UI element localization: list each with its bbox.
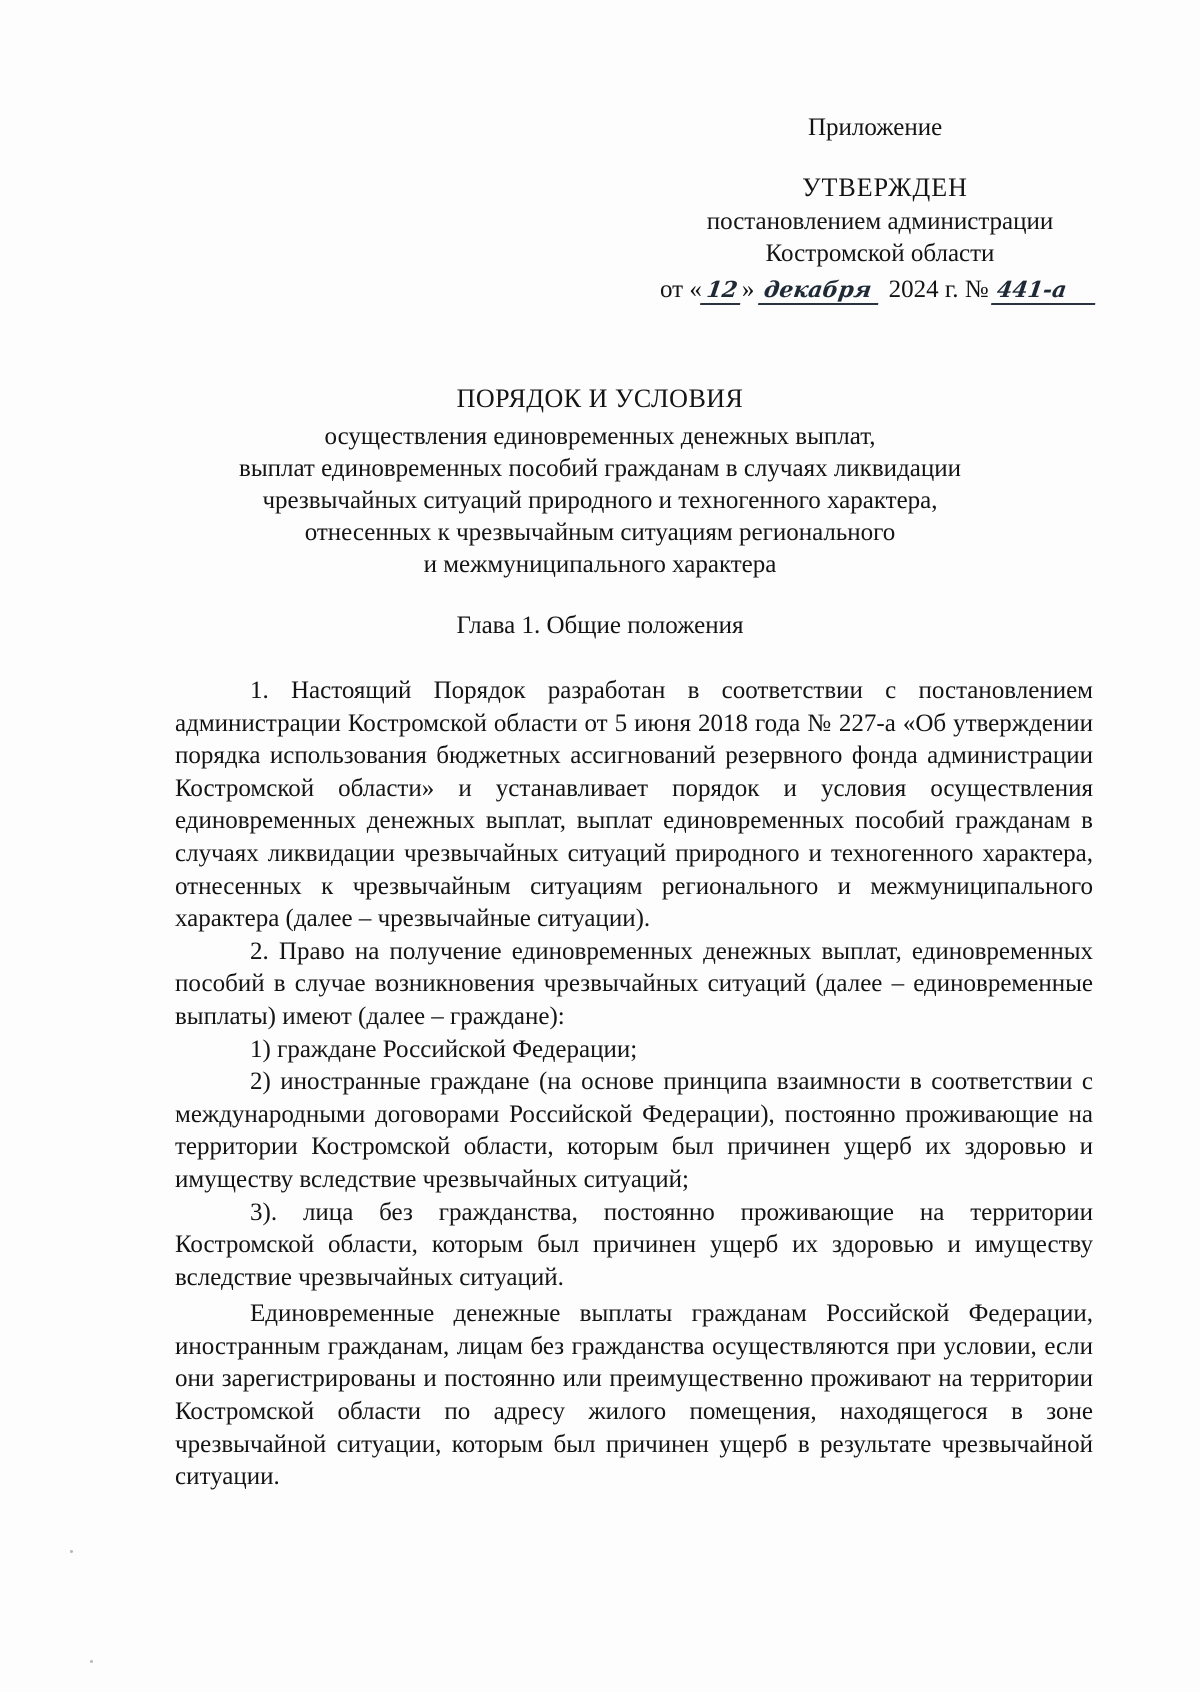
- appendix-label: Приложение: [808, 114, 943, 141]
- title-line-3: чрезвычайных ситуаций природного и техногенного характера,: [262, 487, 938, 514]
- title-line-1: осуществления единовременных денежных выплат,: [324, 423, 876, 450]
- paragraph-2: 2. Право на получение единовременных денежных выплат, единовременных пособий в случае возникновения чрезвычайных ситуаций (далее – единовременные выплаты) имеют (далее – граждане):: [175, 937, 1093, 1030]
- handwritten-month: декабря: [758, 277, 882, 305]
- document-title-block: [130, 383, 1070, 581]
- scan-speck: [90, 1660, 93, 1663]
- approved-label: УТВЕРЖДЕН: [802, 173, 968, 202]
- list-item-2: 2) иностранные граждане (на основе принципа взаимности в соответствии с международными договорами Российской Федерации), постоянно проживающие на территории Костромской области, которым был причинен ущерб их здоровью и имуществу вследствие чрезвычайных ситуаций;: [175, 1068, 1093, 1193]
- handwritten-day: 12: [700, 277, 744, 305]
- title-line-2: выплат единовременных пособий гражданам в случаях ликвидации: [239, 455, 961, 482]
- date-prefix: от «: [660, 276, 702, 303]
- approved-by-line-2: Костромской области: [765, 240, 995, 267]
- approval-date-line: [640, 274, 1120, 306]
- document-body: [175, 675, 1093, 1494]
- list-item-1: 1) граждане Российской Федерации;: [250, 1035, 638, 1063]
- handwritten-doc-number: 441-а: [991, 277, 1099, 305]
- paragraph-3: Единовременные денежные выплаты гражданам Российской Федерации, иностранным гражданам, лицам без гражданства осуществляются при условии, если они зарегистрированы и постоянно или преимущественно проживают на территории Костромской области по адресу жилого помещения, находящегося в зоне чрезвычайной ситуации, которым был причинен ущерб в результате чрезвычайной ситуации.: [175, 1300, 1093, 1491]
- scan-speck: [70, 1550, 73, 1553]
- paragraph-1: 1. Настоящий Порядок разработан в соответствии с постановлением администрации Костромской области от 5 июня 2018 года № 227-а «Об утверждении порядка использования бюджетных ассигнований резервного фонда администрации Костромской области» и устанавливает порядок и условия осуществления единовременных денежных выплат, выплат единовременных пособий гражданам в случаях ликвидации чрезвычайных ситуаций природного и техногенного характера, отнесенных к чрезвычайным ситуациям регионального и межмуниципального характера (далее – чрезвычайные ситуации).: [175, 677, 1093, 933]
- list-item-3: 3). лица без гражданства, постоянно проживающие на территории Костромской области, которым был причинен ущерб их здоровью и имуществу вследствие чрезвычайных ситуаций.: [175, 1198, 1093, 1291]
- document-title: ПОРЯДОК И УСЛОВИЯ: [456, 384, 744, 413]
- title-line-5: и межмуниципального характера: [423, 551, 777, 578]
- title-line-4: отнесенных к чрезвычайным ситуациям регионального: [304, 519, 896, 546]
- approval-block: [640, 112, 1120, 306]
- date-mid: »: [741, 276, 755, 303]
- approved-by-line-1: постановлением администрации: [706, 208, 1054, 235]
- date-year: 2024 г. №: [888, 276, 989, 303]
- chapter-heading: Глава 1. Общие положения: [456, 612, 744, 639]
